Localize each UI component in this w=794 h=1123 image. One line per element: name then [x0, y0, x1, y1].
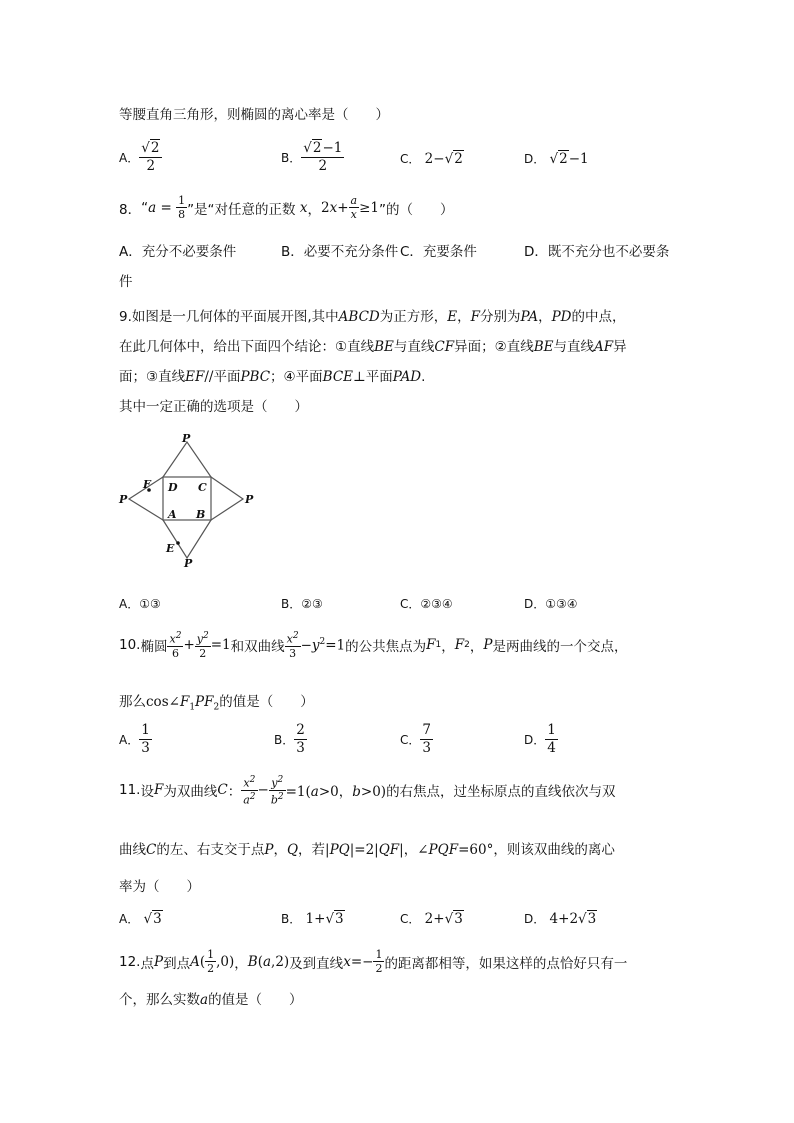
- q9-option-a: A．①③: [119, 597, 161, 611]
- label-p-right: P: [245, 493, 254, 506]
- label-b: B: [196, 508, 206, 521]
- label-f: F: [143, 478, 151, 491]
- q7-option-d: D． √2−1: [524, 150, 589, 167]
- q9-option-c: C．②③④: [400, 597, 453, 611]
- q9-option-d: D．①③④: [524, 597, 578, 611]
- q12-line2: 个，那么实数a的值是（ ）: [119, 992, 303, 1008]
- label-p-left: P: [119, 493, 128, 506]
- q10-stem: 10. 椭圆 $\frac{x^2}{6}$ + $\frac{y^2}{2}$ =1 和双曲线 $\frac{x^2}{3}$ $-y^2=1$ 的公共焦点为 F 1 ， F 2 ， P 是两曲线的一个交点，: [119, 631, 628, 660]
- q8-option-b: B．必要不充分条件: [281, 244, 399, 260]
- q11-option-b: B． 1+√3: [281, 910, 344, 927]
- q9-line3: 面；③直线EF//平面PBC；④平面BCE⊥平面PAD.: [119, 369, 426, 385]
- q10-option-b: B． $\frac{2}{3}$: [274, 722, 305, 756]
- q11-line3: 率为（ ）: [119, 879, 200, 895]
- q11-stem: 11. 设 F 为双曲线 C ： $\frac{x^2}{a^2}$ − $\frac{y^2}{b^2}$ =1(a>0，b>0) 的右焦点，过坐标原点的直线依次与双: [119, 775, 616, 807]
- q10-line2: 那么$\cos\angle F_1PF_2$的值是（ ）: [119, 694, 314, 713]
- q10-option-d: D． $\frac{1}{4}$: [524, 722, 556, 756]
- q8-stem: 8． “ a = $\frac{1}{8}$ ”是“对任意的正数 x ， 2x+ $\frac{a}{x}$ ≥1 ”的（ ）: [119, 194, 454, 221]
- q8-option-c: C．充要条件: [400, 244, 477, 260]
- q10-option-a: A． $\frac{1}{3}$: [119, 722, 150, 756]
- q9-line1: 9.如图是一几何体的平面展开图,其中ABCD为正方形，E，F分别为PA，PD的中点，: [119, 309, 626, 325]
- q11-line2: 曲线C的左、右支交于点P，Q，若|PQ|=2|QF|，∠PQF=60°，则该双曲线的离心: [119, 842, 615, 858]
- right-triangle: [211, 477, 243, 520]
- q8-option-a: A．充分不必要条件: [119, 244, 237, 260]
- q8-option-d: D．既不充分也不必要条: [524, 244, 670, 260]
- label-p-bottom: P: [184, 557, 193, 570]
- label-d: D: [168, 481, 178, 494]
- q7-option-c: C． 2−√2: [400, 150, 463, 167]
- q12-stem: 12. 点 P 到点 A ( $\frac{1}{2}$ ,0) ， B (a,2) 及到直线 x =− $\frac{1}{2}$ 的距离都相等，如果这样的点恰好只有一: [119, 948, 628, 975]
- q10-option-c: C． $\frac{7}{3}$: [400, 722, 431, 756]
- q7-option-b: B． $\frac{√2-1}{2}$: [281, 140, 343, 174]
- q9-option-b: B．②③: [281, 597, 323, 611]
- q11-option-a: A． √3: [119, 910, 162, 927]
- q11-option-d: D． 4+2√3: [524, 910, 597, 927]
- label-e: E: [166, 542, 175, 555]
- top-triangle: [163, 442, 211, 477]
- q7-option-a: A． $\frac{√2}{2}$: [119, 140, 162, 175]
- q9-net-figure: [115, 430, 265, 575]
- label-a: A: [168, 508, 177, 521]
- point-e: [176, 541, 180, 545]
- q8-option-d-wrap: 件: [119, 274, 133, 290]
- label-c: C: [198, 481, 207, 494]
- q9-line4: 其中一定正确的选项是（ ）: [119, 399, 308, 415]
- label-p-top: P: [182, 432, 191, 445]
- q7-stem-tail: 等腰直角三角形，则椭圆的离心率是（ ）: [119, 107, 389, 123]
- q11-option-c: C． 2+√3: [400, 910, 463, 927]
- q9-line2: 在此几何体中，给出下面四个结论：①直线BE与直线CF异面；②直线BE与直线AF异: [119, 339, 627, 355]
